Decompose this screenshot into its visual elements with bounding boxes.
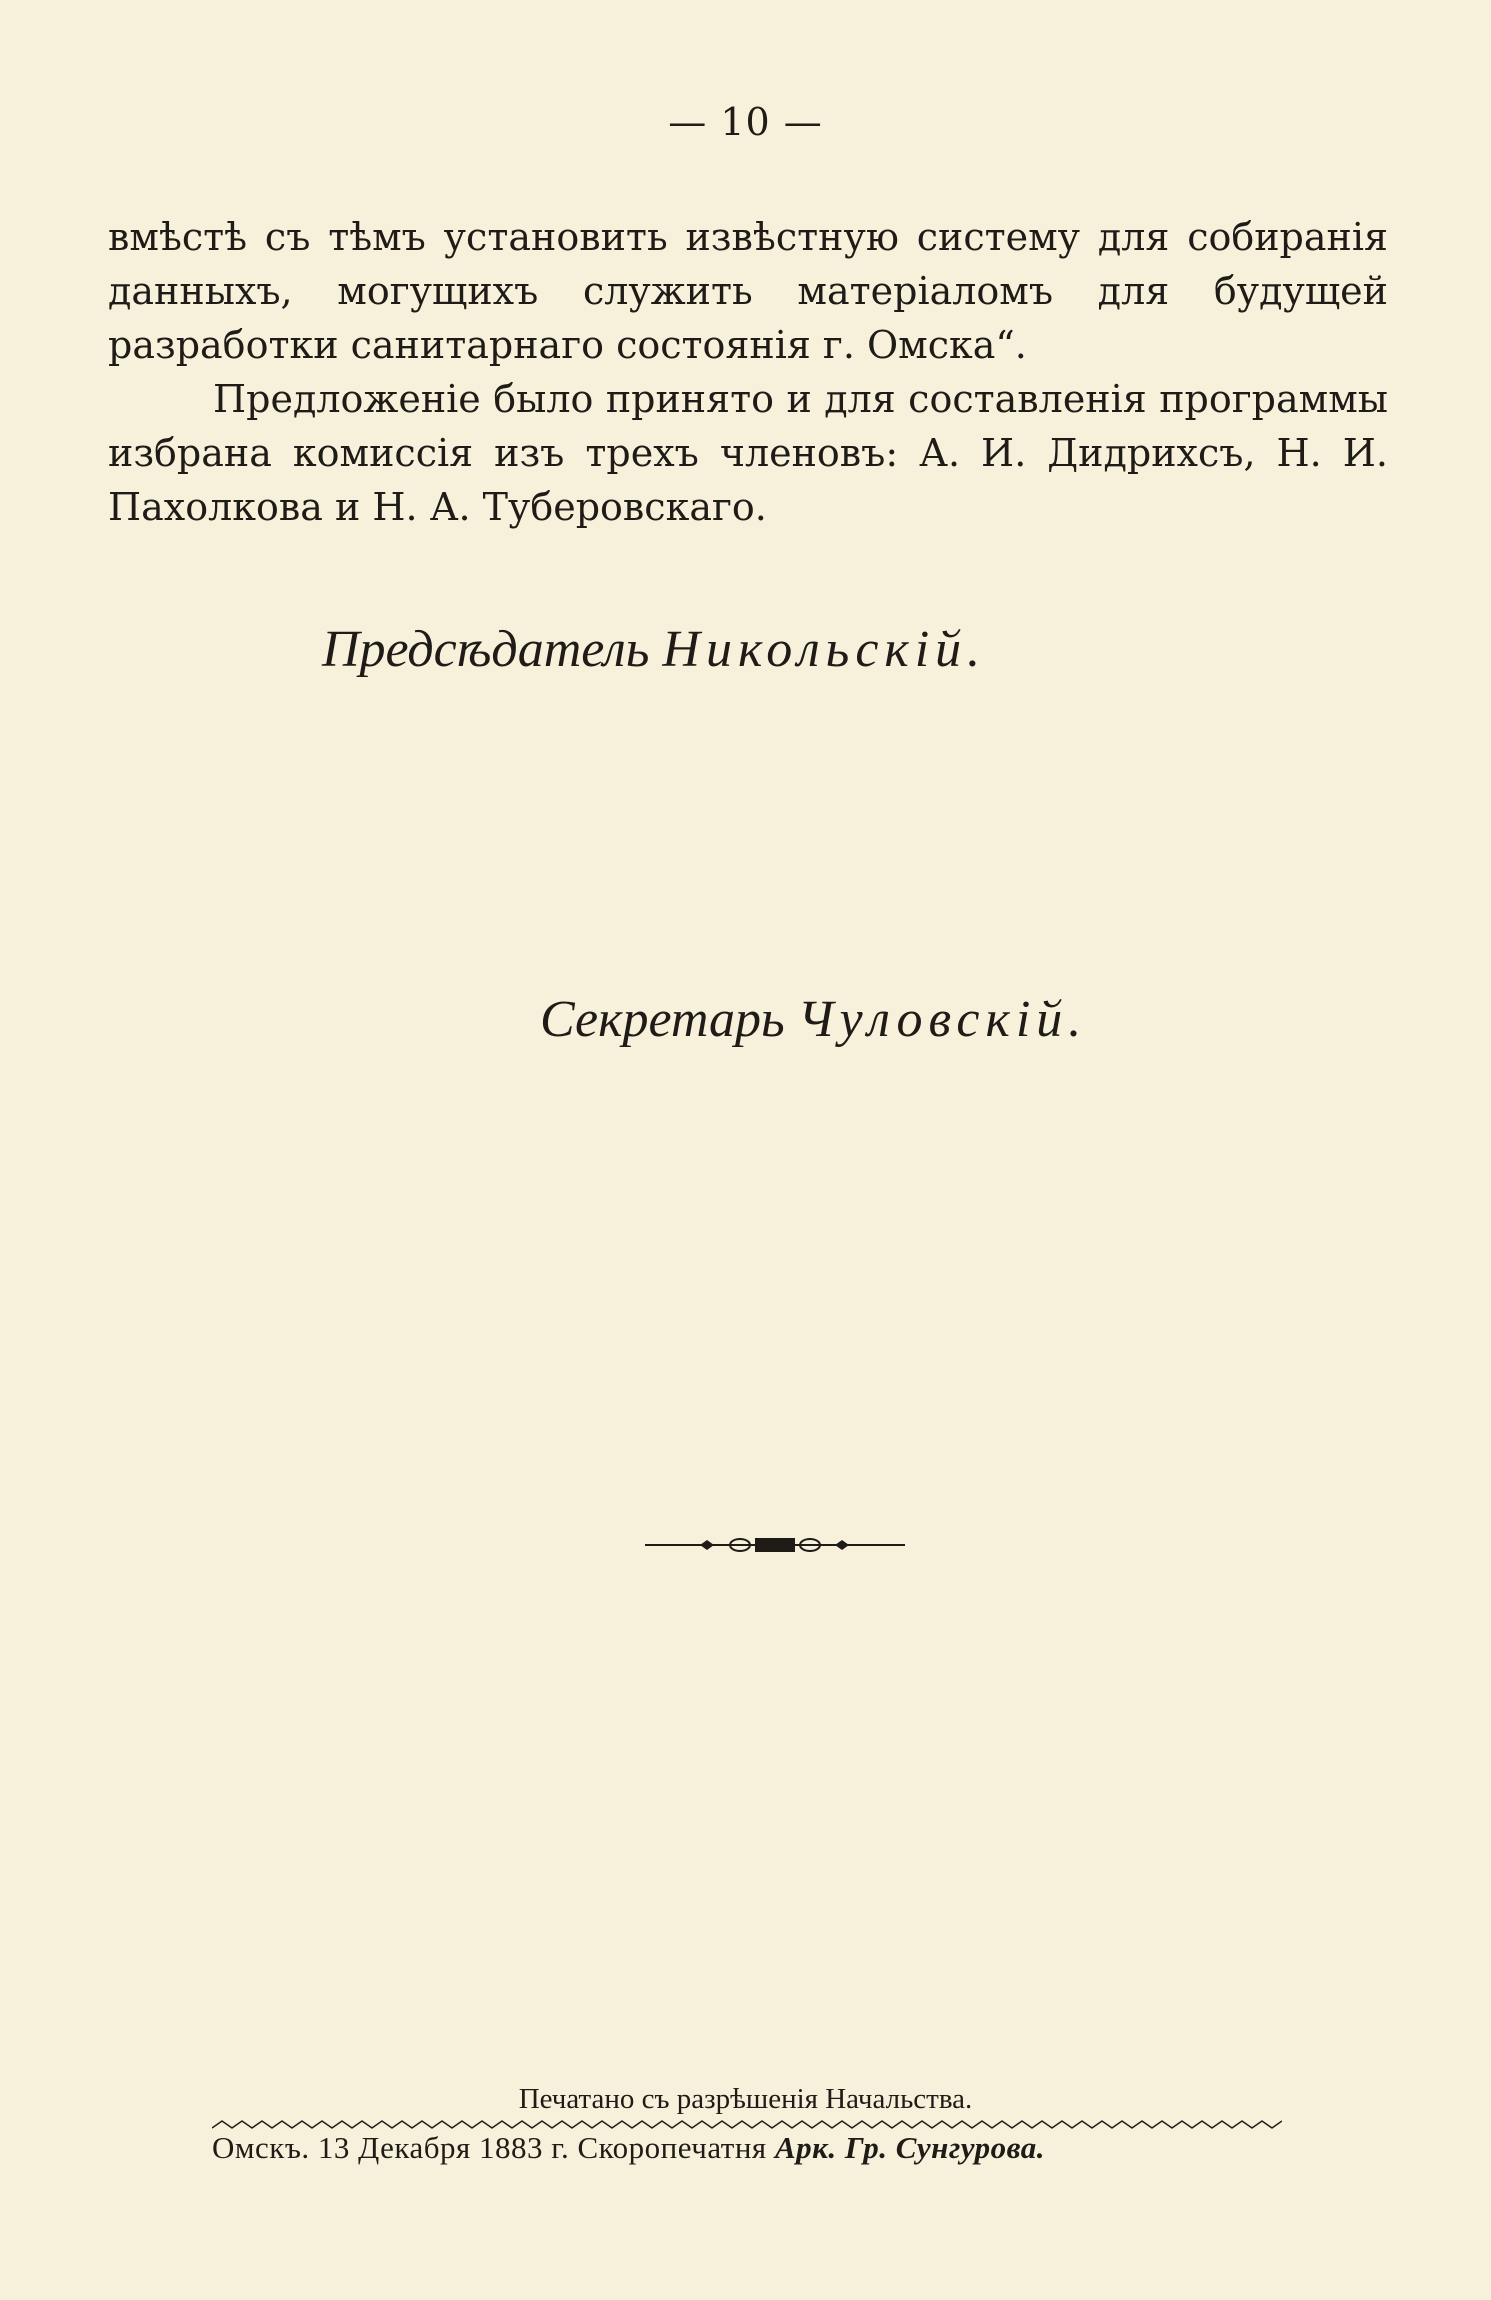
secretary-signature	[540, 990, 1087, 1049]
imprint-place-date: Омскъ. 13 Декабря 1883 г. Скоропечатня	[212, 2130, 767, 2165]
imprint-line	[212, 2130, 1282, 2166]
body-text	[108, 210, 1388, 534]
page-number: — 10 —	[668, 100, 823, 144]
paragraph-proposal: Предложеніе было принято и для составленія программы избрана комиссія изъ трехъ членовъ: А. И. Дидрихсъ, Н. И. Пахолкова и Н. А. Туберовскаго.	[108, 377, 1388, 529]
chairman-name: Никольскій.	[662, 621, 987, 678]
ornament-divider	[645, 1530, 905, 1560]
chairman-signature	[322, 620, 986, 679]
imprint-printer: Арк. Гр. Сунгурова.	[774, 2130, 1046, 2165]
secretary-title: Секретарь	[540, 991, 785, 1048]
paragraph-continuation: вмѣстѣ съ тѣмъ установить извѣстную систему для собиранія данныхъ, могущихъ служить матеріаломъ для будущей разработки санитарнаго состоянія г. Омска“.	[108, 215, 1388, 367]
chairman-title: Предсѣдатель	[322, 621, 650, 678]
secretary-name: Чуловскій.	[797, 991, 1088, 1048]
printing-permission: Печатано съ разрѣшенія Начальства.	[518, 2083, 973, 2115]
